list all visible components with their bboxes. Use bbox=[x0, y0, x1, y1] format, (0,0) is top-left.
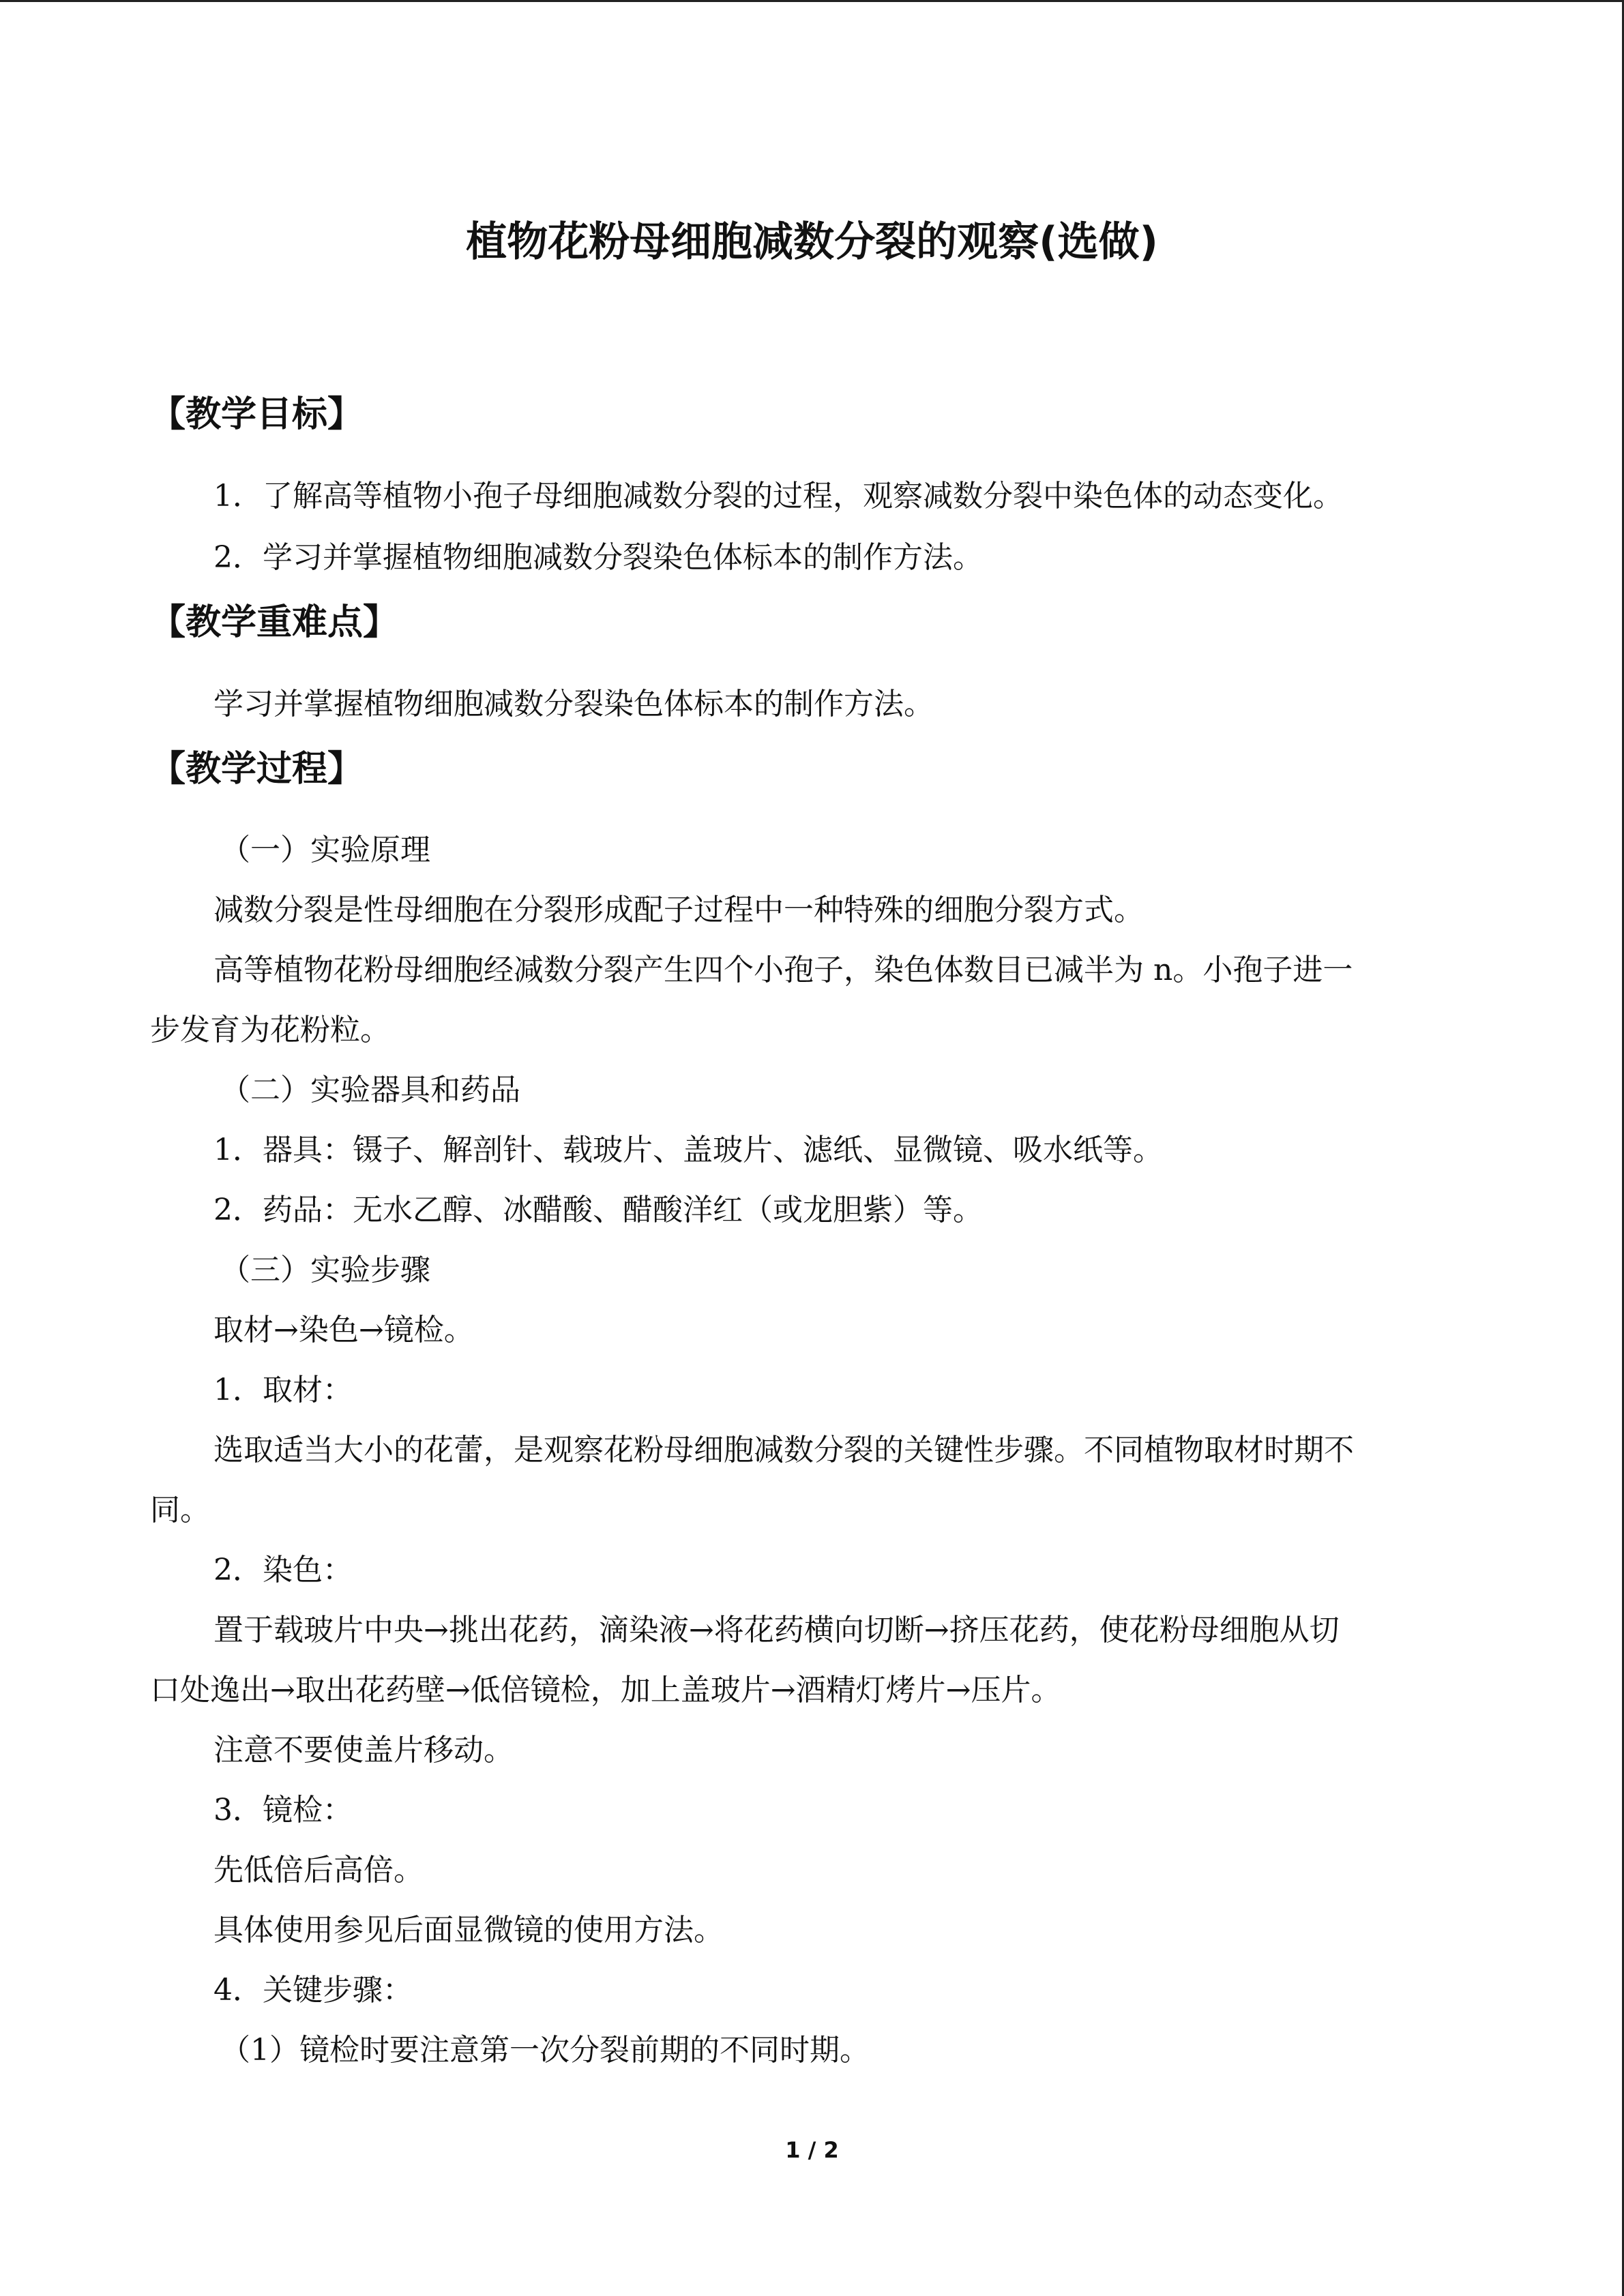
step2-note: 注意不要使盖片移动。 bbox=[213, 1733, 514, 1768]
step2-text-line-1: 置于载玻片中央→挑出花药，滴染液→将花药横向切断→挤压花药，使花粉母细胞从切 bbox=[213, 1613, 1340, 1648]
step3-text-1: 先低倍后高倍。 bbox=[213, 1853, 424, 1888]
objective-1: 1．了解高等植物小孢子母细胞减数分裂的过程，观察减数分裂中染色体的动态变化。 bbox=[213, 479, 1343, 513]
equipment-heading: （二）实验器具和药品 bbox=[220, 1073, 520, 1107]
principle-paragraph-1: 减数分裂是性母细胞在分裂形成配子过程中一种特殊的细胞分裂方式。 bbox=[213, 893, 1144, 927]
objective-2: 2．学习并掌握植物细胞减数分裂染色体标本的制作方法。 bbox=[213, 540, 983, 575]
steps-flow: 取材→染色→镜检。 bbox=[213, 1313, 474, 1347]
step1-text-line-1: 选取适当大小的花蕾，是观察花粉母细胞减数分裂的关键性步骤。不同植物取材时期不 bbox=[213, 1433, 1354, 1467]
step4-item-1: （1）镜检时要注意第一次分裂前期的不同时期。 bbox=[220, 2033, 870, 2068]
principle-paragraph-2-line-1: 高等植物花粉母细胞经减数分裂产生四个小孢子，染色体数目已减半为 n。小孢子进一 bbox=[213, 953, 1353, 987]
page-title: 植物花粉母细胞减数分裂的观察(选做) bbox=[466, 218, 1158, 266]
equipment-tools: 1．器具：镊子、解剖针、载玻片、盖玻片、滤纸、显微镜、吸水纸等。 bbox=[213, 1133, 1163, 1167]
principle-paragraph-2-line-2: 步发育为花粉粒。 bbox=[150, 1013, 390, 1047]
equipment-reagents: 2．药品：无水乙醇、冰醋酸、醋酸洋红（或龙胆紫）等。 bbox=[213, 1193, 983, 1227]
step3-text-2: 具体使用参见后面显微镜的使用方法。 bbox=[213, 1913, 724, 1948]
page-number: 1 / 2 bbox=[785, 2137, 839, 2163]
step1-text-line-2: 同。 bbox=[150, 1493, 210, 1527]
step2-text-line-2: 口处逸出→取出花药壁→低倍镜检，加上盖玻片→酒精灯烤片→压片。 bbox=[150, 1673, 1061, 1708]
principle-heading: （一）实验原理 bbox=[220, 833, 430, 867]
steps-heading: （三）实验步骤 bbox=[220, 1253, 430, 1287]
step4-label: 4．关键步骤： bbox=[213, 1973, 413, 2008]
step3-label: 3．镜检： bbox=[213, 1793, 353, 1828]
step1-label: 1．取材： bbox=[213, 1373, 353, 1407]
heading-objectives: 【教学目标】 bbox=[150, 394, 364, 435]
heading-key-points: 【教学重难点】 bbox=[150, 602, 399, 643]
step2-label: 2．染色： bbox=[213, 1553, 353, 1587]
key-points-text: 学习并掌握植物细胞减数分裂染色体标本的制作方法。 bbox=[213, 687, 934, 721]
heading-process: 【教学过程】 bbox=[150, 749, 364, 790]
